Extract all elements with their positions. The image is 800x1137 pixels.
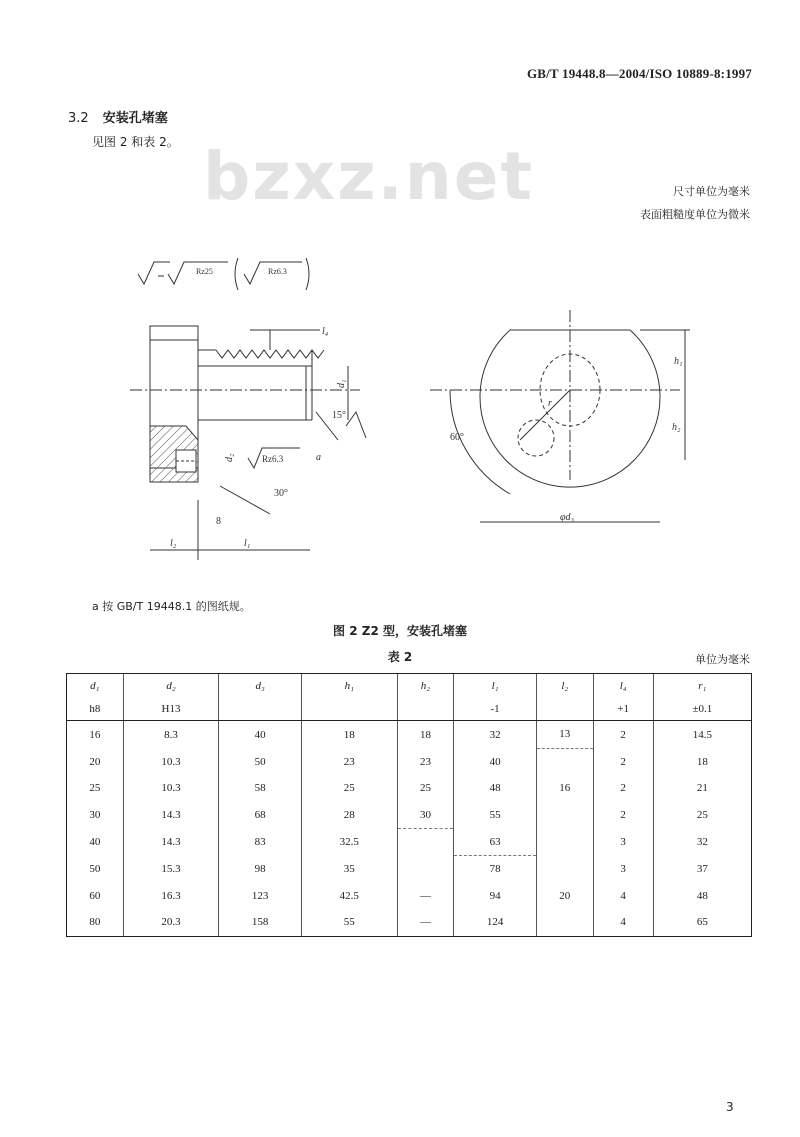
dimension-table bbox=[66, 673, 752, 937]
table-cell: 14.5 bbox=[653, 721, 751, 749]
table-cell: 35 bbox=[301, 856, 397, 883]
header-h1: h₁ bbox=[301, 674, 397, 699]
table-cell: 25 bbox=[397, 775, 454, 802]
table-cell: 94 bbox=[454, 883, 537, 910]
table-cell: — bbox=[397, 909, 454, 936]
table-cell bbox=[397, 829, 454, 856]
table-cell: 50 bbox=[219, 748, 302, 775]
table-row bbox=[67, 802, 752, 829]
section-number: 3.2 bbox=[68, 111, 89, 126]
table-cell: 30 bbox=[397, 802, 454, 829]
table-cell: 18 bbox=[653, 748, 751, 775]
table-cell bbox=[397, 856, 454, 883]
table-cell: 98 bbox=[219, 856, 302, 883]
table-cell: 50 bbox=[67, 856, 124, 883]
table-cell: 16 bbox=[536, 775, 593, 802]
table-cell: 25 bbox=[653, 802, 751, 829]
table-cell: 63 bbox=[454, 829, 537, 856]
header-d2: d₂ bbox=[123, 674, 219, 699]
table-cell: 20 bbox=[536, 883, 593, 910]
table-cell: 60 bbox=[67, 883, 124, 910]
table-cell: 158 bbox=[219, 909, 302, 936]
table-cell: 13 bbox=[536, 721, 593, 749]
subheader-h1 bbox=[301, 698, 397, 721]
table-cell: 58 bbox=[219, 775, 302, 802]
table-cell: 15.3 bbox=[123, 856, 219, 883]
table-cell: 3 bbox=[593, 829, 653, 856]
roughness-symbol bbox=[138, 258, 309, 290]
subheader-l1: -1 bbox=[454, 698, 537, 721]
table-unit: 单位为毫米 bbox=[695, 653, 750, 666]
dim-h2: h₂ bbox=[672, 422, 681, 433]
table-cell: 40 bbox=[454, 748, 537, 775]
figure-caption: 图 2 Z2 型，安装孔堵塞 bbox=[333, 624, 467, 638]
table-cell: 25 bbox=[301, 775, 397, 802]
table-cell: 20.3 bbox=[123, 909, 219, 936]
table-cell: 68 bbox=[219, 802, 302, 829]
table-cell: 55 bbox=[301, 909, 397, 936]
table-cell: 78 bbox=[454, 856, 537, 883]
table-cell: 2 bbox=[593, 721, 653, 749]
table-row bbox=[67, 829, 752, 856]
table-cell: 83 bbox=[219, 829, 302, 856]
table-cell: 25 bbox=[67, 775, 124, 802]
table-cell: 20 bbox=[67, 748, 124, 775]
subheader-r1: ±0.1 bbox=[653, 698, 751, 721]
table-row bbox=[67, 856, 752, 883]
table-cell: 10.3 bbox=[123, 775, 219, 802]
table-header-row bbox=[67, 674, 752, 699]
table-cell: 14.3 bbox=[123, 829, 219, 856]
header-r1: r₁ bbox=[653, 674, 751, 699]
table-cell: 3 bbox=[593, 856, 653, 883]
subheader-d2: H13 bbox=[123, 698, 219, 721]
dim-l1: l₁ bbox=[244, 538, 251, 549]
figure-footnote: a 按 GB/T 19448.1 的图纸规。 bbox=[92, 600, 251, 613]
table-cell: 32.5 bbox=[301, 829, 397, 856]
table-cell bbox=[536, 829, 593, 856]
roughness-hole-label: Rz6.3 bbox=[262, 454, 284, 464]
dim-a: a bbox=[316, 452, 321, 463]
subheader-l4: +1 bbox=[593, 698, 653, 721]
dim-eight: 8 bbox=[216, 516, 221, 527]
subheader-d1: h8 bbox=[67, 698, 124, 721]
dim-d2: d₂ bbox=[224, 453, 235, 462]
dim-l4: l₄ bbox=[322, 326, 329, 337]
table-cell: 123 bbox=[219, 883, 302, 910]
standard-code: GB/T 19448.8—2004/ISO 10889-8:1997 bbox=[526, 66, 752, 81]
subheader-d3 bbox=[219, 698, 302, 721]
table-row bbox=[67, 748, 752, 775]
dimension-unit-note: 尺寸单位为毫米 bbox=[673, 185, 750, 198]
table-cell: 23 bbox=[301, 748, 397, 775]
header-h2: h₂ bbox=[397, 674, 454, 699]
table-cell: 124 bbox=[454, 909, 537, 936]
subheader-h2 bbox=[397, 698, 454, 721]
table-row bbox=[67, 883, 752, 910]
plug-drawing bbox=[120, 250, 700, 570]
table-cell: 28 bbox=[301, 802, 397, 829]
table-cell: 16 bbox=[67, 721, 124, 749]
watermark: bzxz.net bbox=[203, 138, 535, 215]
table-cell: 40 bbox=[67, 829, 124, 856]
table-row bbox=[67, 909, 752, 936]
table-cell: 21 bbox=[653, 775, 751, 802]
section-title: 安装孔堵塞 bbox=[102, 111, 168, 126]
table-cell: 2 bbox=[593, 802, 653, 829]
table-row bbox=[67, 775, 752, 802]
header-d1: d₁ bbox=[67, 674, 124, 699]
table-cell: 2 bbox=[593, 775, 653, 802]
table-cell: 32 bbox=[653, 829, 751, 856]
dim-h1: h₁ bbox=[674, 356, 683, 367]
front-view bbox=[430, 310, 690, 523]
table-cell: 42.5 bbox=[301, 883, 397, 910]
table-cell: 37 bbox=[653, 856, 751, 883]
section-heading bbox=[68, 107, 168, 126]
angle-arc: 60° bbox=[450, 432, 464, 443]
table-cell: 10.3 bbox=[123, 748, 219, 775]
dim-d1: d₁ bbox=[336, 379, 347, 388]
side-view bbox=[130, 326, 366, 560]
angle-hole: 30° bbox=[274, 488, 288, 499]
dim-l2: l₂ bbox=[170, 538, 177, 549]
dim-r: r bbox=[548, 398, 552, 409]
header-d3: d₃ bbox=[219, 674, 302, 699]
angle-chamfer: 15° bbox=[332, 410, 346, 421]
table-cell: — bbox=[397, 883, 454, 910]
table-row bbox=[67, 721, 752, 749]
table-subheader-row bbox=[67, 698, 752, 721]
table-cell: 30 bbox=[67, 802, 124, 829]
header-l4: l₄ bbox=[593, 674, 653, 699]
roughness-unit-note: 表面粗糙度单位为微米 bbox=[640, 208, 750, 221]
table-cell: 4 bbox=[593, 883, 653, 910]
roughness-main-label: Rz25 bbox=[196, 267, 213, 276]
subheader-l2 bbox=[536, 698, 593, 721]
table-cell: 32 bbox=[454, 721, 537, 749]
table-cell: 16.3 bbox=[123, 883, 219, 910]
table-caption: 表 2 bbox=[387, 650, 413, 664]
table-cell bbox=[536, 748, 593, 775]
table-cell: 4 bbox=[593, 909, 653, 936]
table-cell bbox=[536, 802, 593, 829]
table-cell bbox=[536, 856, 593, 883]
roughness-paren-label: Rz6.3 bbox=[268, 267, 287, 276]
dim-d3: φd₃ bbox=[560, 512, 575, 523]
section-body: 见图 2 和表 2。 bbox=[92, 135, 179, 149]
table-cell: 65 bbox=[653, 909, 751, 936]
table-cell: 18 bbox=[397, 721, 454, 749]
table-cell: 23 bbox=[397, 748, 454, 775]
table-cell: 48 bbox=[454, 775, 537, 802]
table-cell: 80 bbox=[67, 909, 124, 936]
table-cell: 8.3 bbox=[123, 721, 219, 749]
table-cell: 55 bbox=[454, 802, 537, 829]
table-cell: 2 bbox=[593, 748, 653, 775]
table-cell: 14.3 bbox=[123, 802, 219, 829]
header-l2: l₂ bbox=[536, 674, 593, 699]
header-l1: l₁ bbox=[454, 674, 537, 699]
table-cell: 40 bbox=[219, 721, 302, 749]
table-cell: 18 bbox=[301, 721, 397, 749]
table-cell: 48 bbox=[653, 883, 751, 910]
page-number: 3 bbox=[726, 1100, 734, 1114]
table-cell bbox=[536, 909, 593, 936]
